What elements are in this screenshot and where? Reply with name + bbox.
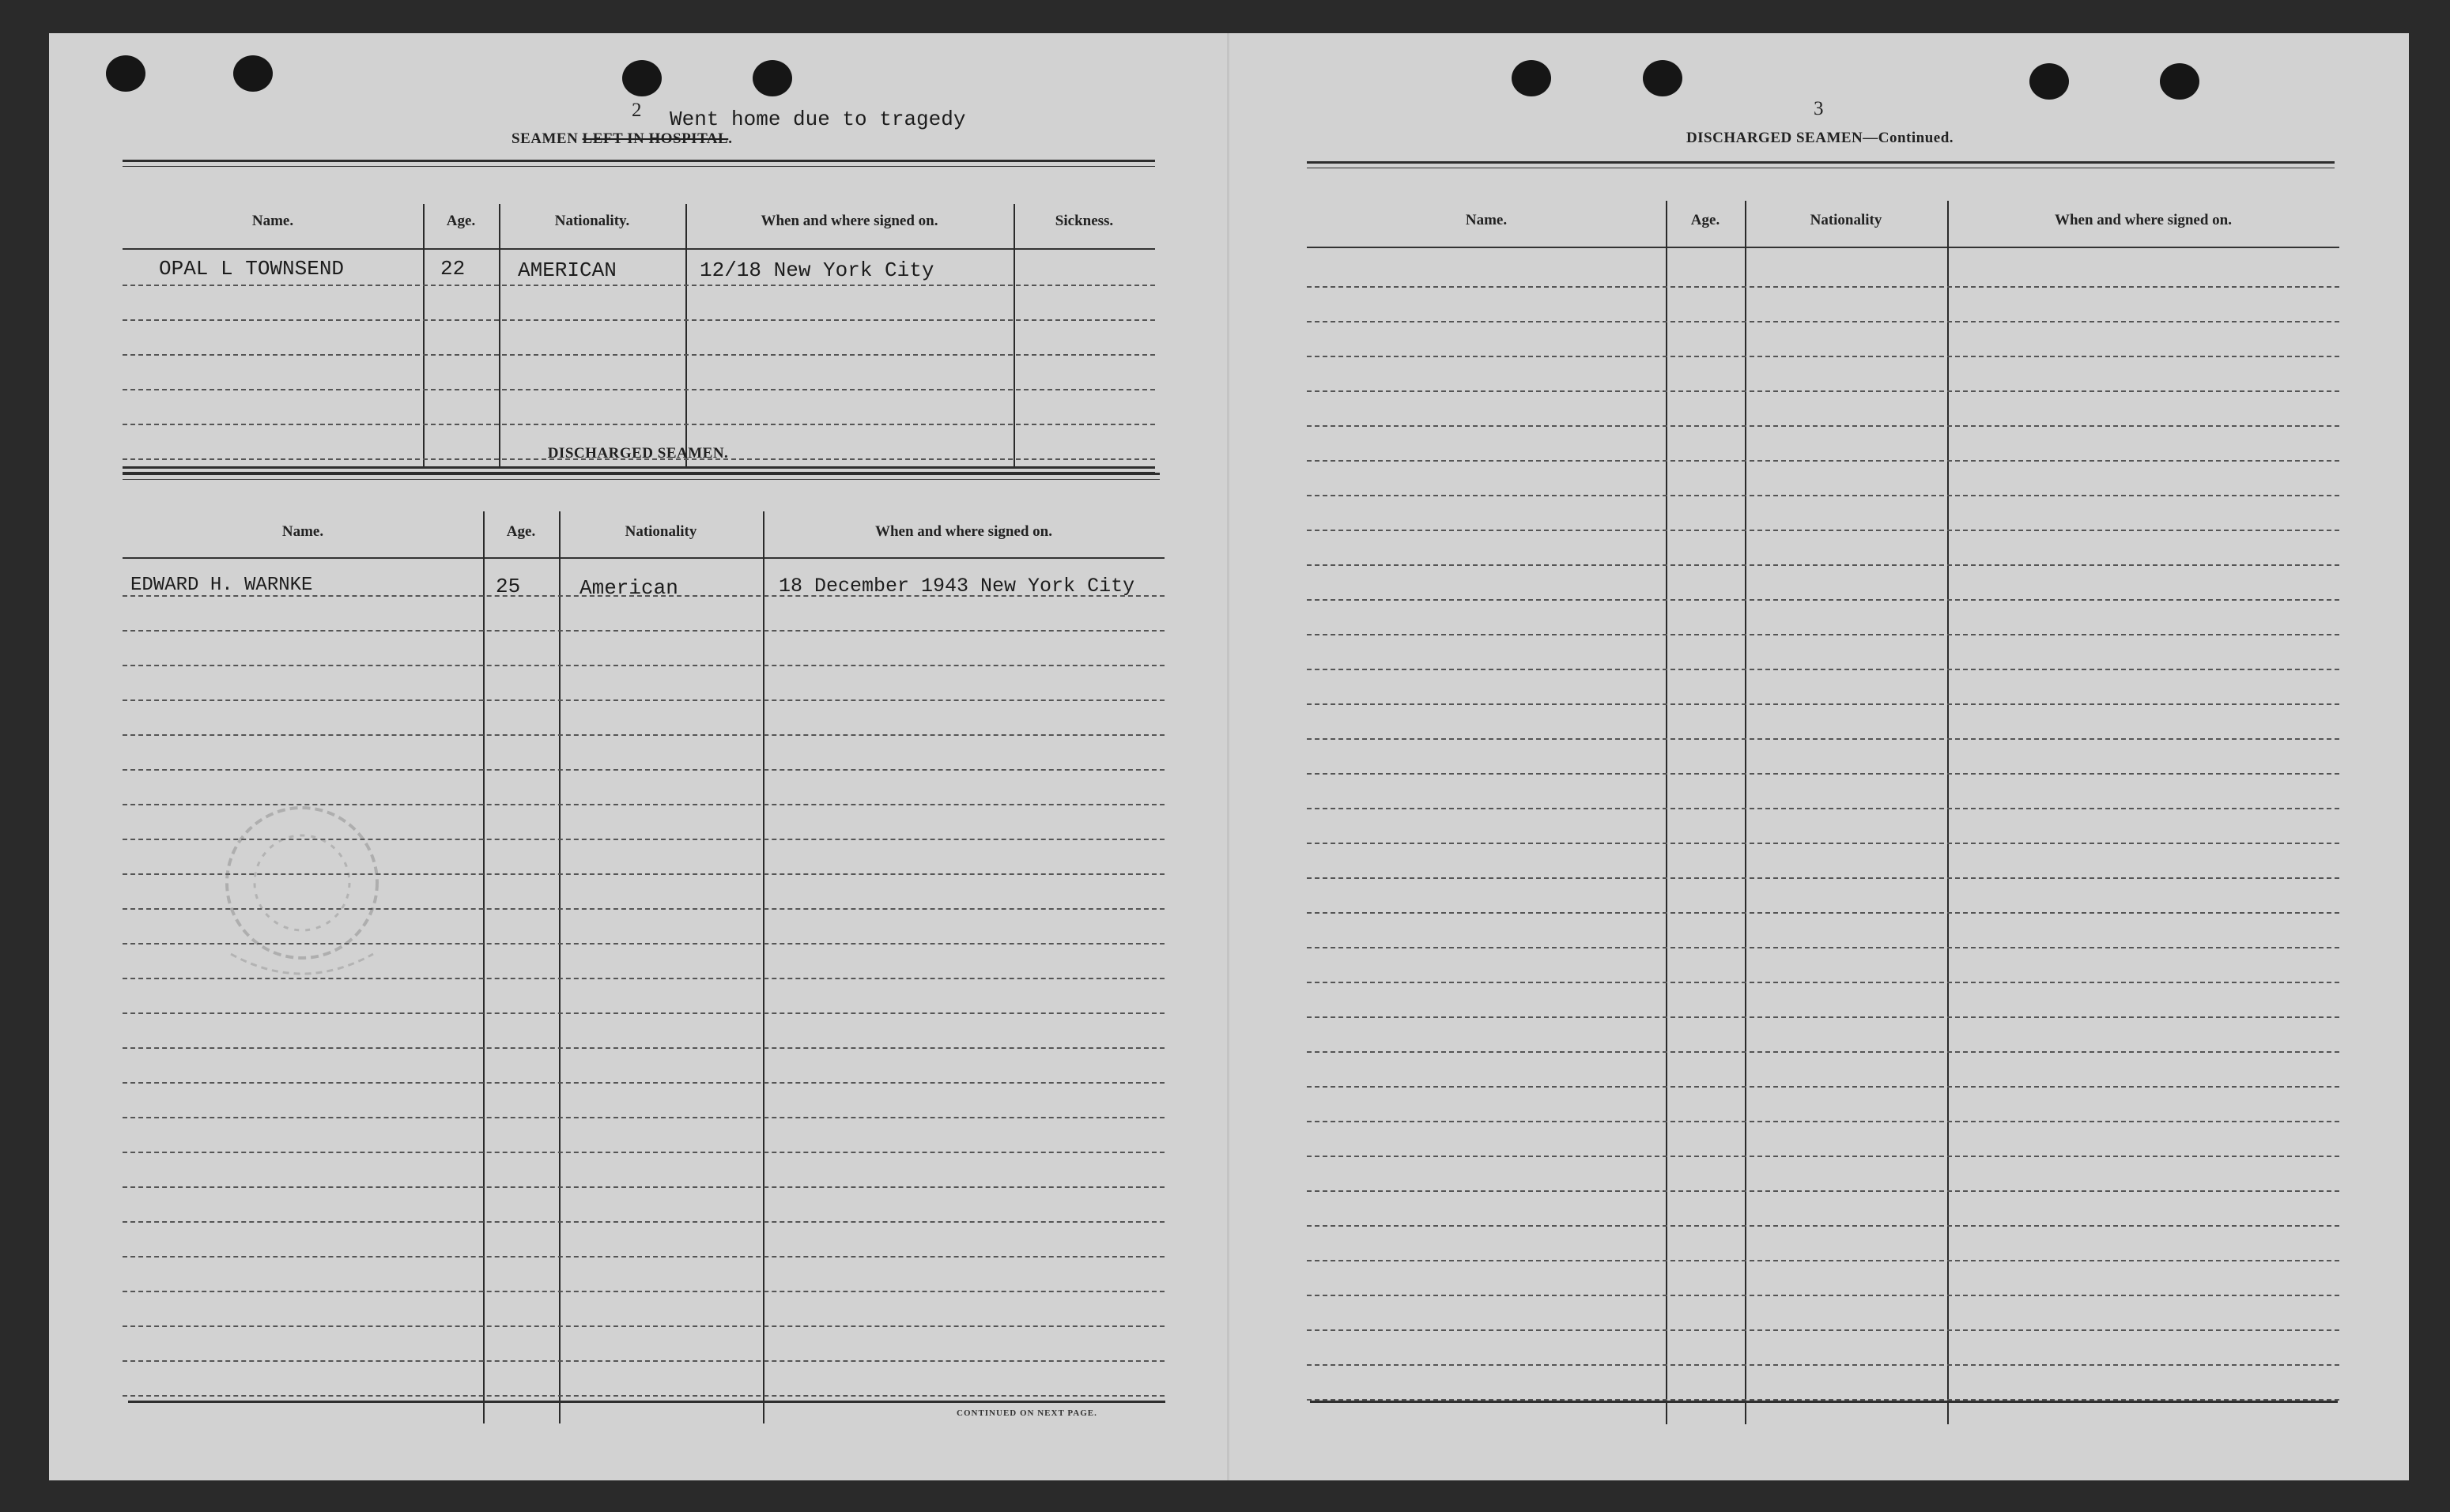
- row-rule: [123, 1291, 1165, 1292]
- column-divider: [559, 511, 561, 1423]
- seaman-age: 22: [440, 257, 466, 281]
- seaman-age: 25: [496, 575, 521, 598]
- double-rule: [123, 473, 1160, 480]
- row-rule: [1307, 286, 2339, 288]
- handwritten-note: Went home due to tragedy: [670, 107, 966, 131]
- page-gutter: [1227, 33, 1229, 1480]
- seaman-signed-on: 12/18 New York City: [700, 258, 934, 282]
- punch-hole: [622, 60, 662, 96]
- bottom-rule: [128, 1401, 1165, 1403]
- column-header-signed-on: When and where signed on.: [874, 523, 1052, 540]
- title-suffix: .: [728, 130, 733, 147]
- row-rule: [1307, 460, 2339, 462]
- row-rule: [1307, 1086, 2339, 1088]
- row-rule: [1307, 808, 2339, 809]
- section-title-discharged: DISCHARGED SEAMEN.: [547, 445, 729, 462]
- row-rule: [123, 1082, 1165, 1084]
- row-rule: [123, 699, 1165, 701]
- punch-hole: [106, 55, 145, 92]
- row-rule: [1307, 564, 2339, 566]
- row-rule: [1307, 634, 2339, 635]
- column-header-name: Name.: [281, 523, 324, 540]
- bottom-rule: [1310, 1401, 2338, 1403]
- column-divider: [1745, 201, 1746, 1424]
- row-rule: [1307, 1329, 2339, 1331]
- row-rule: [1307, 1016, 2339, 1018]
- column-divider: [1666, 201, 1667, 1424]
- row-rule: [1307, 738, 2339, 740]
- column-header-sickness: Sickness.: [1055, 213, 1114, 229]
- discharged-continued-table: [1307, 169, 2339, 1434]
- row-rule: [1307, 703, 2339, 705]
- row-rule: [1307, 982, 2339, 983]
- column-header-name: Name.: [251, 213, 294, 229]
- row-rule: [1307, 356, 2339, 357]
- row-rule: [1307, 425, 2339, 427]
- punch-hole: [233, 55, 273, 92]
- column-divider: [483, 511, 485, 1423]
- seaman-signed-on: 18 December 1943 New York City: [779, 575, 1135, 598]
- page-number: 2: [632, 100, 642, 121]
- row-rule: [123, 285, 1155, 286]
- column-divider: [1947, 201, 1949, 1424]
- column-divider: [1014, 204, 1015, 466]
- row-rule: [1307, 530, 2339, 531]
- section-title-hospital: [512, 130, 732, 148]
- page-number: 3: [1814, 98, 1824, 119]
- row-rule: [123, 1221, 1165, 1223]
- row-rule: [1307, 877, 2339, 879]
- double-rule: [123, 160, 1155, 167]
- title-struck-text: LEFT IN HOSPITAL: [582, 130, 729, 147]
- row-rule: [1307, 1295, 2339, 1296]
- row-rule: [123, 319, 1155, 321]
- row-rule: [123, 734, 1165, 736]
- row-rule: [1307, 843, 2339, 844]
- row-rule: [1307, 390, 2339, 392]
- column-header-nationality: Nationality: [625, 523, 697, 540]
- row-rule: [123, 1047, 1165, 1049]
- column-header-age: Age.: [446, 213, 476, 229]
- section-title-discharged-continued: DISCHARGED SEAMEN—Continued.: [1686, 130, 1954, 146]
- row-rule: [1307, 773, 2339, 775]
- title-prefix: SEAMEN: [512, 130, 579, 147]
- row-rule: [1307, 1121, 2339, 1122]
- row-rule: [1307, 669, 2339, 670]
- right-page: [1231, 33, 2409, 1480]
- row-rule: [123, 354, 1155, 356]
- punch-hole: [753, 60, 792, 96]
- row-rule: [1307, 1364, 2339, 1366]
- double-rule: [1307, 161, 2335, 168]
- row-rule: [123, 630, 1165, 632]
- column-header-nationality: Nationality.: [554, 213, 630, 229]
- row-rule: [1307, 495, 2339, 496]
- row-rule: [123, 1117, 1165, 1118]
- footer-note: CONTINUED ON NEXT PAGE.: [957, 1408, 1097, 1418]
- column-header-age: Age.: [506, 523, 536, 540]
- column-divider: [423, 204, 425, 466]
- header-rule: [123, 557, 1165, 559]
- seaman-nationality: AMERICAN: [518, 258, 617, 282]
- row-rule: [123, 1152, 1165, 1153]
- row-rule: [123, 1325, 1165, 1327]
- row-rule: [1307, 321, 2339, 322]
- column-divider: [763, 511, 764, 1423]
- row-rule: [1307, 912, 2339, 914]
- row-rule: [123, 424, 1155, 425]
- column-header-name: Name.: [1465, 212, 1508, 228]
- left-page: [49, 33, 1227, 1480]
- row-rule: [1307, 599, 2339, 601]
- row-rule: [123, 1395, 1165, 1397]
- seaman-name: EDWARD H. WARNKE: [130, 575, 313, 596]
- hospital-table: [123, 169, 1155, 468]
- faded-stamp-icon: [183, 772, 436, 1025]
- column-divider: [685, 204, 687, 466]
- row-rule: [123, 665, 1165, 666]
- column-header-nationality: Nationality: [1810, 212, 1882, 228]
- punch-hole: [1643, 60, 1682, 96]
- ledger-spread: [49, 33, 2409, 1480]
- column-header-signed-on: When and where signed on.: [2054, 212, 2232, 228]
- row-rule: [1307, 1051, 2339, 1053]
- row-rule: [123, 769, 1165, 771]
- punch-hole: [2029, 63, 2069, 100]
- row-rule: [1307, 1156, 2339, 1157]
- punch-hole: [2160, 63, 2199, 100]
- row-rule: [1307, 1260, 2339, 1261]
- seaman-nationality: American: [579, 576, 678, 600]
- row-rule: [1307, 1225, 2339, 1227]
- row-rule: [123, 1360, 1165, 1362]
- row-rule: [123, 1256, 1165, 1257]
- column-header-signed-on: When and where signed on.: [761, 213, 938, 229]
- column-divider: [499, 204, 500, 466]
- column-header-age: Age.: [1690, 212, 1720, 228]
- seaman-name: OPAL L TOWNSEND: [159, 257, 345, 281]
- row-rule: [123, 389, 1155, 390]
- row-rule: [1307, 947, 2339, 948]
- header-rule: [1307, 247, 2339, 248]
- punch-hole: [1512, 60, 1551, 96]
- row-rule: [1307, 1190, 2339, 1192]
- header-rule: [123, 248, 1155, 250]
- row-rule: [123, 1186, 1165, 1188]
